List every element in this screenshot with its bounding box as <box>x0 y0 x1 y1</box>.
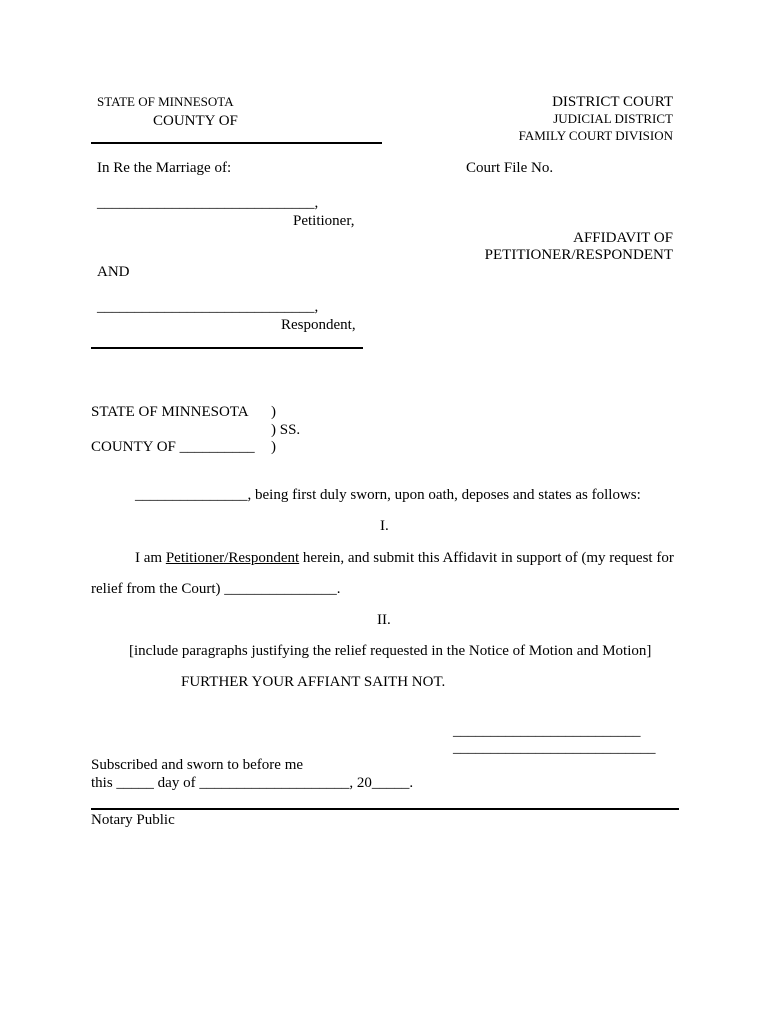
judicial-district: JUDICIAL DISTRICT <box>553 111 673 126</box>
notary-rule <box>91 808 679 810</box>
notary-public-label: Notary Public <box>91 812 175 828</box>
court-name: DISTRICT COURT <box>552 94 673 110</box>
venue-county: COUNTY OF __________ <box>91 439 255 455</box>
header-state: STATE OF MINNESOTA <box>97 94 234 109</box>
paragraph-1-line2: relief from the Court) _______________. <box>91 581 341 597</box>
subscribed-sworn: Subscribed and sworn to before me <box>91 757 304 773</box>
para1-prefix: I am <box>135 550 166 566</box>
para1-role: Petitioner/Respondent <box>165 550 300 566</box>
instruction-paragraph: [include paragraphs justifying the relief requested in the Notice of Motion and Motion] <box>129 643 652 659</box>
respondent-name-blank: _____________________________, <box>97 299 319 315</box>
affiant-intro: _______________, being first duly sworn, upon oath, deposes and states as follows: <box>135 487 641 503</box>
venue-paren-top: ) <box>271 404 276 420</box>
venue-paren-bottom: ) <box>271 439 276 455</box>
header-county-rule <box>91 142 382 144</box>
signature-line-1: _________________________ <box>453 723 641 739</box>
para1-rest: herein, and submit this Affidavit in support of (my request for <box>299 550 674 566</box>
and-label: AND <box>97 264 130 280</box>
caption-rule <box>91 347 363 349</box>
respondent-label: Respondent, <box>281 317 356 333</box>
header-county: COUNTY OF <box>153 113 238 129</box>
venue-state: STATE OF MINNESOTA <box>91 404 249 420</box>
signature-line-2: ___________________________ <box>453 740 656 756</box>
venue-ss: ) SS. <box>271 422 301 438</box>
doc-title-line2: PETITIONER/RESPONDENT <box>484 247 673 263</box>
family-court-division: FAMILY COURT DIVISION <box>518 128 673 143</box>
court-file-no: Court File No. <box>466 160 554 176</box>
section-1-heading: I. <box>380 518 389 534</box>
in-re-marriage: In Re the Marriage of: <box>97 160 232 176</box>
doc-title-line1: AFFIDAVIT OF <box>573 230 673 246</box>
paragraph-1-line1 <box>135 551 674 566</box>
notary-date-line: this _____ day of ____________________, 20_____. <box>91 775 414 791</box>
closing-statement: FURTHER YOUR AFFIANT SAITH NOT. <box>181 674 446 690</box>
petitioner-label: Petitioner, <box>293 213 355 229</box>
petitioner-name-blank: _____________________________, <box>97 195 319 211</box>
section-2-heading: II. <box>377 612 391 628</box>
